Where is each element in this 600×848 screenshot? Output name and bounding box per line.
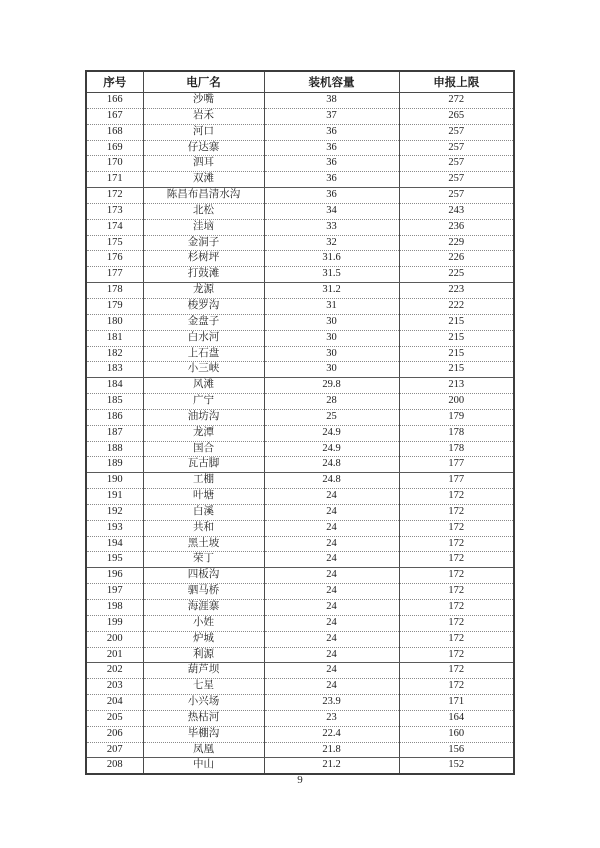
cell-capacity: 25 [264,409,399,425]
cell-serial: 196 [86,568,143,584]
table-row [86,695,514,711]
table-row [86,663,514,679]
cell-limit: 223 [399,283,514,299]
cell-capacity: 21.8 [264,742,399,758]
cell-plant-name: 七星 [143,679,264,695]
table-row [86,330,514,346]
cell-plant-name: 岩禾 [143,108,264,124]
cell-limit: 226 [399,251,514,267]
cell-plant-name: 叶塘 [143,489,264,505]
cell-plant-name: 葫芦坝 [143,663,264,679]
cell-serial: 199 [86,615,143,631]
cell-limit: 257 [399,140,514,156]
cell-plant-name: 炉城 [143,631,264,647]
cell-capacity: 24.9 [264,441,399,457]
cell-plant-name: 沙嘴 [143,93,264,109]
column-header-3: 申报上限 [399,71,514,93]
table-row [86,378,514,394]
cell-serial: 193 [86,520,143,536]
cell-capacity: 32 [264,235,399,251]
cell-plant-name: 上石盘 [143,346,264,362]
cell-limit: 172 [399,504,514,520]
cell-serial: 208 [86,758,143,774]
cell-plant-name: 河口 [143,124,264,140]
table-row [86,647,514,663]
cell-capacity: 24.8 [264,473,399,489]
table-row [86,267,514,283]
cell-plant-name: 金洞子 [143,235,264,251]
table-row [86,93,514,109]
cell-plant-name: 热枯河 [143,710,264,726]
cell-capacity: 38 [264,93,399,109]
cell-limit: 215 [399,346,514,362]
cell-limit: 172 [399,600,514,616]
cell-limit: 179 [399,409,514,425]
cell-serial: 184 [86,378,143,394]
cell-plant-name: 洼垴 [143,219,264,235]
cell-limit: 156 [399,742,514,758]
cell-plant-name: 海涯寨 [143,600,264,616]
cell-limit: 172 [399,520,514,536]
cell-plant-name: 黑土坡 [143,536,264,552]
cell-plant-name: 油坊沟 [143,409,264,425]
cell-capacity: 29.8 [264,378,399,394]
cell-serial: 180 [86,314,143,330]
cell-serial: 181 [86,330,143,346]
table-header-row [86,71,514,93]
table-header [86,71,514,93]
cell-plant-name: 毕棚沟 [143,726,264,742]
cell-limit: 172 [399,663,514,679]
cell-limit: 236 [399,219,514,235]
table-row [86,172,514,188]
cell-capacity: 24 [264,679,399,695]
cell-serial: 172 [86,188,143,204]
cell-plant-name: 打鼓滩 [143,267,264,283]
cell-capacity: 24 [264,568,399,584]
cell-plant-name: 仔达寨 [143,140,264,156]
cell-plant-name: 国合 [143,441,264,457]
table-row [86,742,514,758]
table-row [86,758,514,774]
cell-plant-name: 小兴场 [143,695,264,711]
cell-capacity: 24.9 [264,425,399,441]
cell-serial: 178 [86,283,143,299]
table-row [86,520,514,536]
cell-serial: 207 [86,742,143,758]
table-row [86,219,514,235]
cell-serial: 192 [86,504,143,520]
cell-serial: 203 [86,679,143,695]
cell-plant-name: 龙源 [143,283,264,299]
cell-limit: 172 [399,631,514,647]
cell-capacity: 24 [264,600,399,616]
cell-limit: 243 [399,203,514,219]
cell-limit: 172 [399,489,514,505]
cell-capacity: 30 [264,362,399,378]
cell-serial: 200 [86,631,143,647]
cell-capacity: 23.9 [264,695,399,711]
table-row [86,314,514,330]
cell-plant-name: 梭罗沟 [143,298,264,314]
cell-plant-name: 驷马桥 [143,584,264,600]
cell-plant-name: 中山 [143,758,264,774]
table-row [86,568,514,584]
cell-serial: 174 [86,219,143,235]
cell-limit: 257 [399,156,514,172]
cell-serial: 202 [86,663,143,679]
cell-limit: 172 [399,536,514,552]
cell-serial: 189 [86,457,143,473]
table-row [86,473,514,489]
cell-limit: 213 [399,378,514,394]
cell-capacity: 34 [264,203,399,219]
cell-limit: 257 [399,172,514,188]
cell-plant-name: 小三峡 [143,362,264,378]
cell-capacity: 30 [264,314,399,330]
cell-serial: 168 [86,124,143,140]
cell-capacity: 21.2 [264,758,399,774]
table-row [86,441,514,457]
table-row [86,298,514,314]
cell-serial: 190 [86,473,143,489]
cell-plant-name: 凤凰 [143,742,264,758]
cell-limit: 177 [399,473,514,489]
cell-plant-name: 双滩 [143,172,264,188]
column-header-2: 装机容量 [264,71,399,93]
table-row [86,489,514,505]
cell-capacity: 36 [264,140,399,156]
cell-plant-name: 工棚 [143,473,264,489]
table-row [86,615,514,631]
cell-capacity: 24 [264,552,399,568]
cell-serial: 175 [86,235,143,251]
cell-limit: 215 [399,330,514,346]
cell-capacity: 23 [264,710,399,726]
cell-capacity: 24 [264,489,399,505]
cell-capacity: 24 [264,536,399,552]
cell-serial: 197 [86,584,143,600]
cell-plant-name: 金盘子 [143,314,264,330]
table-row [86,536,514,552]
cell-limit: 172 [399,552,514,568]
cell-capacity: 31.6 [264,251,399,267]
cell-serial: 166 [86,93,143,109]
cell-limit: 222 [399,298,514,314]
cell-capacity: 24 [264,647,399,663]
cell-plant-name: 泗耳 [143,156,264,172]
column-header-1: 电厂名 [143,71,264,93]
cell-serial: 173 [86,203,143,219]
cell-capacity: 24 [264,615,399,631]
cell-capacity: 33 [264,219,399,235]
cell-plant-name: 共和 [143,520,264,536]
table-row [86,552,514,568]
cell-plant-name: 四板沟 [143,568,264,584]
cell-limit: 160 [399,726,514,742]
cell-capacity: 30 [264,330,399,346]
cell-serial: 187 [86,425,143,441]
cell-serial: 186 [86,409,143,425]
cell-plant-name: 龙潭 [143,425,264,441]
table-row [86,203,514,219]
cell-limit: 272 [399,93,514,109]
cell-capacity: 24 [264,520,399,536]
cell-limit: 215 [399,314,514,330]
cell-capacity: 24 [264,584,399,600]
cell-capacity: 37 [264,108,399,124]
cell-capacity: 36 [264,172,399,188]
cell-limit: 178 [399,425,514,441]
cell-serial: 191 [86,489,143,505]
table-row [86,425,514,441]
cell-serial: 169 [86,140,143,156]
cell-capacity: 24.8 [264,457,399,473]
cell-serial: 179 [86,298,143,314]
cell-capacity: 22.4 [264,726,399,742]
cell-plant-name: 小姓 [143,615,264,631]
cell-limit: 164 [399,710,514,726]
table-row [86,235,514,251]
cell-serial: 194 [86,536,143,552]
cell-serial: 171 [86,172,143,188]
table-row [86,124,514,140]
cell-plant-name: 杉树坪 [143,251,264,267]
cell-limit: 265 [399,108,514,124]
table-row [86,710,514,726]
table-row [86,156,514,172]
cell-limit: 257 [399,188,514,204]
cell-limit: 177 [399,457,514,473]
column-header-0: 序号 [86,71,143,93]
cell-plant-name: 风滩 [143,378,264,394]
cell-capacity: 24 [264,631,399,647]
cell-plant-name: 陈昌布昌清水沟 [143,188,264,204]
table-row [86,457,514,473]
table-row [86,631,514,647]
table-row [86,251,514,267]
cell-limit: 172 [399,615,514,631]
cell-serial: 188 [86,441,143,457]
cell-plant-name: 利源 [143,647,264,663]
cell-capacity: 28 [264,394,399,410]
cell-limit: 171 [399,695,514,711]
cell-serial: 201 [86,647,143,663]
table-row [86,600,514,616]
cell-plant-name: 白溪 [143,504,264,520]
table-row [86,188,514,204]
cell-serial: 167 [86,108,143,124]
cell-serial: 182 [86,346,143,362]
table-row [86,140,514,156]
cell-limit: 172 [399,584,514,600]
cell-capacity: 36 [264,156,399,172]
cell-limit: 257 [399,124,514,140]
cell-plant-name: 瓦古脚 [143,457,264,473]
cell-serial: 177 [86,267,143,283]
cell-limit: 178 [399,441,514,457]
cell-serial: 198 [86,600,143,616]
table-row [86,394,514,410]
page-number: 9 [297,774,303,786]
cell-plant-name: 广宁 [143,394,264,410]
table-body [86,93,514,775]
table-row [86,409,514,425]
cell-limit: 152 [399,758,514,774]
table-row [86,346,514,362]
cell-limit: 225 [399,267,514,283]
table-row [86,726,514,742]
cell-serial: 185 [86,394,143,410]
cell-capacity: 30 [264,346,399,362]
table-row [86,504,514,520]
cell-limit: 200 [399,394,514,410]
cell-capacity: 31 [264,298,399,314]
power-plant-table [85,70,515,775]
cell-capacity: 31.5 [264,267,399,283]
cell-limit: 215 [399,362,514,378]
table-row [86,362,514,378]
cell-capacity: 36 [264,124,399,140]
table-row [86,679,514,695]
cell-plant-name: 北松 [143,203,264,219]
cell-serial: 205 [86,710,143,726]
cell-capacity: 24 [264,663,399,679]
cell-serial: 195 [86,552,143,568]
cell-serial: 183 [86,362,143,378]
cell-capacity: 31.2 [264,283,399,299]
cell-serial: 176 [86,251,143,267]
cell-capacity: 36 [264,188,399,204]
cell-serial: 206 [86,726,143,742]
cell-limit: 172 [399,647,514,663]
cell-limit: 172 [399,568,514,584]
cell-serial: 170 [86,156,143,172]
table-row [86,584,514,600]
table-row [86,283,514,299]
cell-plant-name: 白水河 [143,330,264,346]
cell-capacity: 24 [264,504,399,520]
cell-serial: 204 [86,695,143,711]
table-row [86,108,514,124]
cell-plant-name: 荣丁 [143,552,264,568]
cell-limit: 172 [399,679,514,695]
cell-limit: 229 [399,235,514,251]
